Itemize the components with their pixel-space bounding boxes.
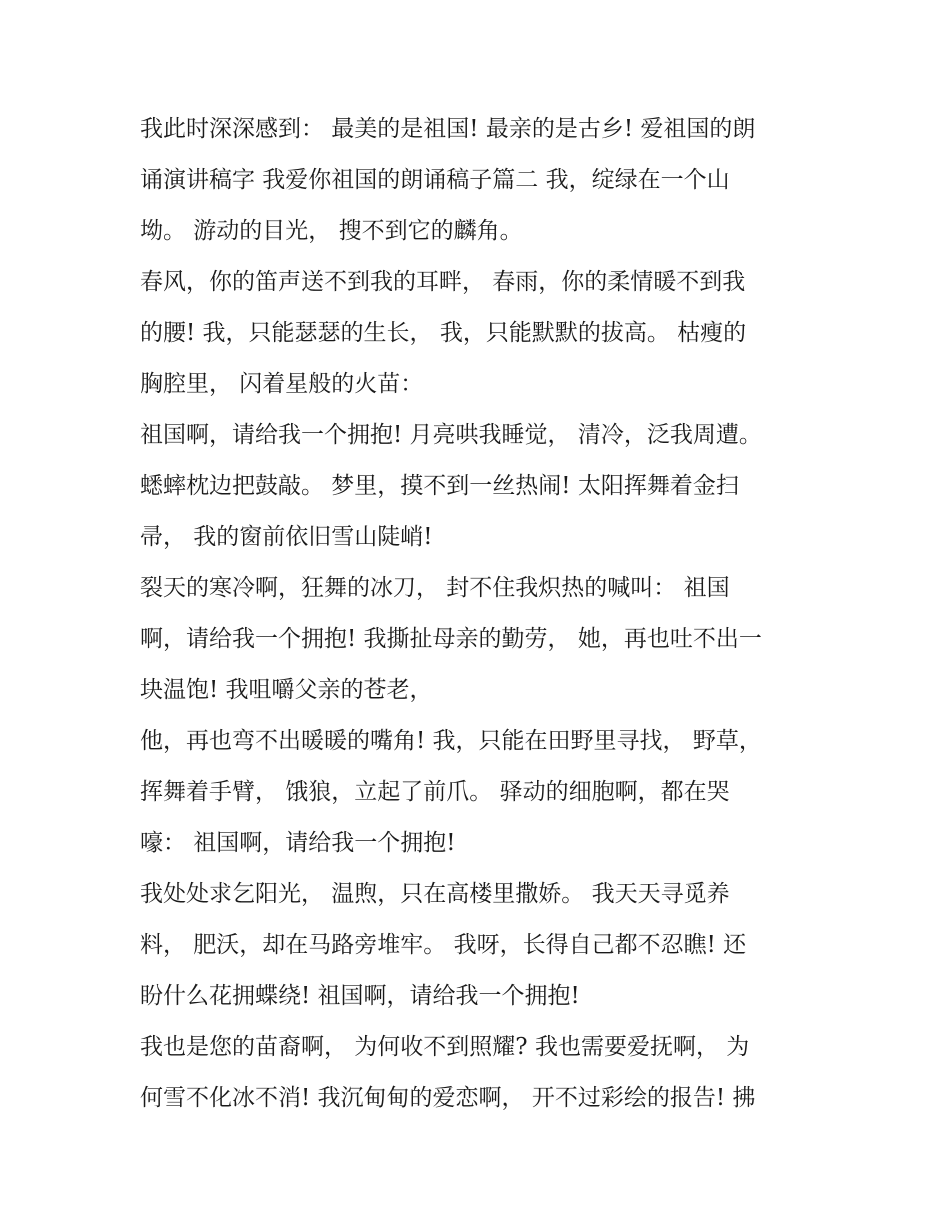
- text-line: 裂天的寒冷啊，狂舞的冰刀， 封不住我炽热的喊叫： 祖国: [140, 575, 730, 601]
- text-line: 春风，你的笛声送不到我的耳畔， 春雨，你的柔情暖不到我: [140, 269, 746, 295]
- text-line: 祖国啊，请给我一个拥抱! 月亮哄我睡觉， 清冷，泛我周遭。: [140, 422, 762, 448]
- text-line: 胸腔里， 闪着星般的火苗：: [140, 371, 424, 397]
- text-line: 啊，请给我一个拥抱! 我撕扯母亲的勤劳， 她，再也吐不出一: [140, 626, 762, 652]
- text-line: 他，再也弯不出暖暖的嘴角! 我，只能在田野里寻找， 野草，: [140, 728, 762, 754]
- text-line: 挥舞着手臂， 饿狼，立起了前爪。 驿动的细胞啊，都在哭: [140, 779, 730, 805]
- text-line: 帚， 我的窗前依旧雪山陡峭!: [140, 524, 433, 550]
- text-line: 块温饱! 我咀嚼父亲的苍老，: [140, 677, 433, 703]
- text-line: 蟋蟀枕边把鼓敲。 梦里，摸不到一丝热闹! 太阳挥舞着金扫: [140, 473, 739, 499]
- text-line: 嚎： 祖国啊，请给我一个拥抱!: [140, 830, 456, 856]
- text-line: 何雪不化冰不消! 我沉甸甸的爱恋啊， 开不过彩绘的报告! 拂: [140, 1085, 756, 1111]
- text-line: 我也是您的苗裔啊， 为何收不到照耀? 我也需要爱抚啊， 为: [140, 1034, 750, 1060]
- article-body: [140, 104, 820, 1124]
- text-line: 坳。 游动的目光， 搜不到它的麟角。: [140, 218, 523, 244]
- text-line: 料， 肥沃，却在马路旁堆牢。 我呀，长得自己都不忍瞧! 还: [140, 932, 747, 958]
- text-line: 我此时深深感到： 最美的是祖国! 最亲的是古乡! 爱祖国的朗: [140, 116, 756, 142]
- text-line: 我处处求乞阳光， 温煦，只在高楼里撒娇。 我天天寻觅养: [140, 881, 730, 907]
- text-line: 的腰! 我，只能瑟瑟的生长， 我，只能默默的拔高。 枯瘦的: [140, 320, 747, 346]
- text-line: 盼什么花拥蝶绕! 祖国啊，请给我一个拥抱!: [140, 983, 580, 1009]
- text-line: 诵演讲稿字 我爱你祖国的朗诵稿子篇二 我，绽绿在一个山: [140, 167, 730, 193]
